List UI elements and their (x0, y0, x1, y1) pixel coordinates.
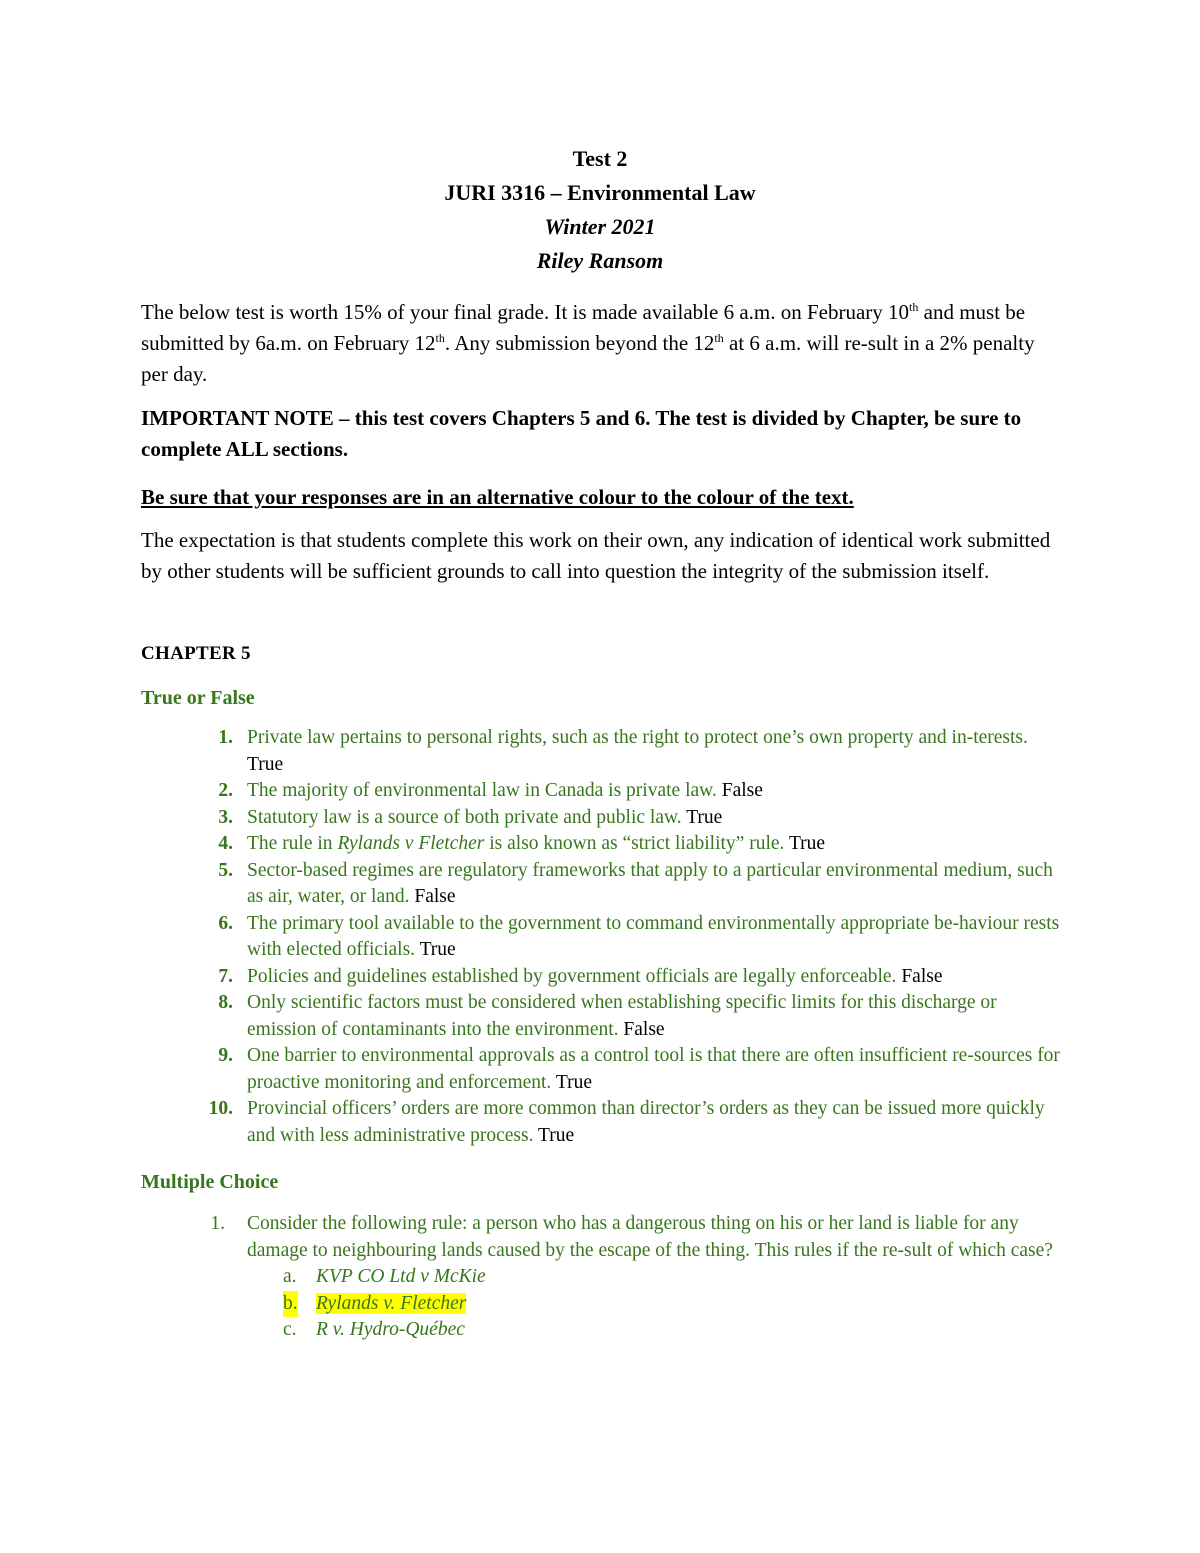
document-header (0, 142, 1200, 278)
true-false-item (141, 805, 1061, 832)
answer-text: True (247, 753, 284, 775)
question-text: Policies and guidelines established by government officials are legally enforceable. (247, 965, 897, 987)
question-number: 1. (210, 1213, 225, 1234)
true-false-item (141, 964, 1061, 991)
multiple-choice-heading: Multiple Choice (141, 1171, 279, 1193)
choice-option (141, 1291, 1061, 1318)
answer-text: False (623, 1018, 665, 1040)
answer-text: True (538, 1124, 575, 1146)
case-name: Rylands v Fletcher (337, 833, 485, 854)
true-false-item (141, 858, 1061, 911)
option-letter: b. (283, 1291, 298, 1318)
true-false-list (141, 725, 1061, 1149)
question-text: The primary tool available to the government to command environmentally appropriate be-haviour rests with elected officials. (247, 912, 1060, 960)
choice-option (141, 1317, 1061, 1344)
item-number: 4. (218, 833, 233, 854)
question-text: Consider the following rule: a person who has a dangerous thing on his or her land is liable for any damage to neighbouring lands caused by the escape of the thing. This rules if the re-sult of which case? (247, 1213, 1053, 1261)
item-number: 2. (218, 780, 233, 801)
answer-text: False (901, 965, 943, 987)
option-text: KVP CO Ltd v McKie (316, 1266, 486, 1287)
term: Winter 2021 (544, 214, 656, 239)
choice-option (141, 1264, 1061, 1291)
instructor-name: Riley Ransom (536, 248, 664, 273)
true-false-item (141, 1096, 1061, 1149)
question-text: The majority of environmental law in Canada is private law. (247, 780, 717, 801)
question-text: The rule in Rylands v Fletcher is also known as “strict liability” rule. (247, 833, 785, 854)
item-number: 10. (208, 1098, 233, 1119)
course-title: JURI 3316 – Environmental Law (444, 180, 756, 205)
colour-note: Be sure that your responses are in an alternative colour to the colour of the text. (141, 485, 854, 509)
option-letter: a. (283, 1266, 297, 1287)
important-note: IMPORTANT NOTE – this test covers Chapters 5 and 6. The test is divided by Chapter, be sure to complete ALL sections. (141, 406, 1022, 461)
true-false-item (141, 831, 1061, 858)
true-false-item (141, 778, 1061, 805)
answer-text: False (721, 780, 763, 801)
answer-text: True (419, 939, 456, 960)
selected-option-text: Rylands v. Fletcher (316, 1292, 467, 1314)
item-number: 6. (218, 912, 233, 934)
true-false-item (141, 725, 1061, 778)
multiple-choice-question (141, 1211, 1061, 1264)
true-false-item (141, 1043, 1061, 1096)
question-text: Statutory law is a source of both private and public law. (247, 806, 682, 828)
true-false-item (141, 990, 1061, 1043)
answer-text: True (686, 806, 723, 828)
option-list (141, 1264, 1061, 1344)
question-text: Only scientific factors must be considered when establishing specific limits for this discharge or emission of contaminants into the environment. (247, 992, 997, 1040)
answer-text: False (414, 886, 456, 907)
document-body (141, 297, 1061, 1344)
question-text: Private law pertains to personal rights, such as the right to protect one’s own property and in-terests. (247, 727, 1028, 748)
chapter-heading: CHAPTER 5 (141, 643, 251, 664)
item-number: 3. (218, 806, 233, 828)
item-number: 1. (218, 727, 233, 748)
expectation-paragraph: The expectation is that students complete this work on their own, any indication of identical work submitted by other students will be sufficient grounds to call into question the integrity of the submission itself. (141, 528, 1051, 583)
test-title: Test 2 (572, 146, 628, 171)
item-number: 5. (218, 859, 233, 881)
question-text: Sector-based regimes are regulatory frameworks that apply to a particular environmental medium, such as air, water, or land. (247, 859, 1053, 907)
question-text: Provincial officers’ orders are more common than director’s orders as they can be issued more quickly and with less administrative process. (247, 1098, 1045, 1146)
item-number: 7. (218, 965, 233, 987)
item-number: 8. (218, 992, 233, 1013)
answer-text: True (788, 833, 826, 854)
true-false-heading: True or False (141, 687, 255, 709)
item-number: 9. (218, 1045, 233, 1066)
multiple-choice-list (141, 1211, 1061, 1344)
option-letter: c. (283, 1319, 297, 1340)
option-text: R v. Hydro-Québec (316, 1319, 465, 1340)
true-false-item (141, 911, 1061, 964)
answer-text: True (555, 1071, 592, 1093)
question-text: One barrier to environmental approvals as a control tool is that there are often insufficient re-sources for proactive monitoring and enforcement. (247, 1045, 1060, 1093)
intro-paragraph: The below test is worth 15% of your final grade. It is made available 6 a.m. on February 10th and must be submitted by 6a.m. on February 12th. Any submission beyond the 12th at 6 a.m. will re-sult in a 2% penalty per day. (141, 300, 1035, 386)
